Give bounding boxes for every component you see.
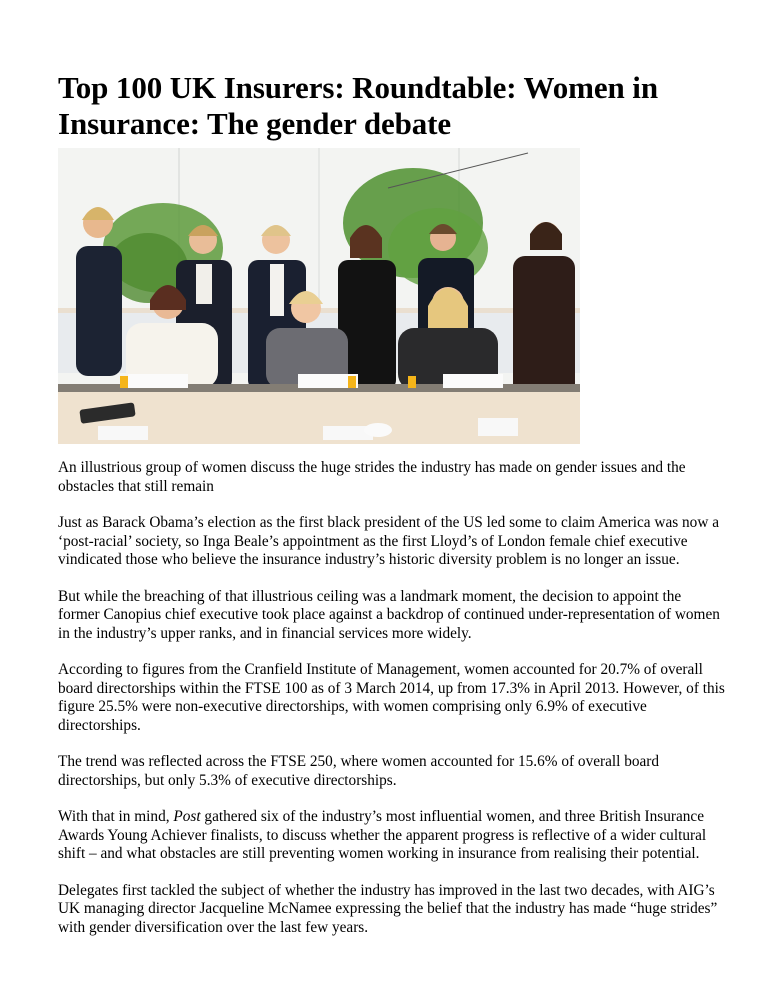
article-photo <box>58 148 580 444</box>
group-photo-illustration <box>58 148 580 444</box>
paragraph-ftse-250: The trend was reflected across the FTSE 250, where women accounted for 15.6% of overall board directorships, but only 5.3% of executive directorships. <box>58 753 660 789</box>
article-body <box>58 459 726 955</box>
article-title: Top 100 UK Insurers: Roundtable: Women in Insurance: The gender debate <box>58 70 658 141</box>
paragraph-ceiling-breach: But while the breaching of that illustrious ceiling was a landmark moment, the decision to appoint the former Canopius chief executive took place against a backdrop of continued under-representation of women in the industry’s upper ranks, and in financial services more widely. <box>58 587 720 642</box>
text-segment: With that in mind, <box>58 808 174 825</box>
paragraph-delegates: Delegates first tackled the subject of whether the industry has improved in the last two decades, with AIG’s UK managing director Jacqueline McNamee expressing the belief that the industry has made “huge strides” with gender diversification over the last few years. <box>58 881 718 936</box>
paragraph-post-gathered <box>58 808 726 864</box>
publication-name: Post <box>173 808 201 825</box>
paragraph-cranfield-figures: According to figures from the Cranfield Institute of Management, women accounted for 20.7% of overall board directorships within the FTSE 100 as of 3 March 2014, up from 17.3% in April 2013. However, of this figure 25.5% were non-executive directorships, with women comprising only 6.9% of executive directorships. <box>58 661 725 734</box>
text-segment: gathered six of the industry’s most influential women, and three British Insurance Awards Young Achiever finalists, to discuss whether the apparent progress is reflective of a wider cultural shift – and what obstacles are still preventing women working in insurance from realising their potential. <box>58 808 707 862</box>
article-standfirst: An illustrious group of women discuss the huge strides the industry has made on gender issues and the obstacles that still remain <box>58 459 686 495</box>
paragraph-obama-beale: Just as Barack Obama’s election as the first black president of the US led some to claim America was now a ‘post-racial’ society, so Inga Beale’s appointment as the first Lloyd’s of London female chief executive vindicated those who believe the insurance industry’s historic diversity problem is no longer an issue. <box>58 514 719 568</box>
